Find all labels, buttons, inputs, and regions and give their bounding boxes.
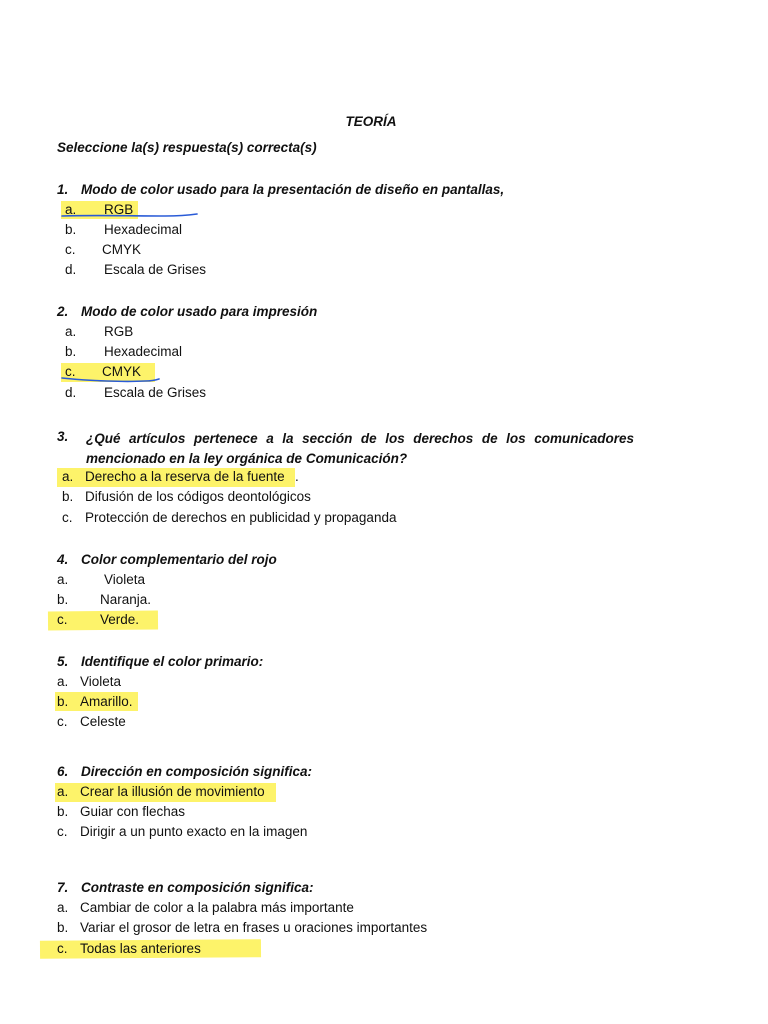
q3-option-b-letter: b. — [62, 489, 74, 504]
q7-option-a-letter: a. — [57, 900, 69, 915]
q3-option-a-suffix: . — [295, 469, 299, 484]
q1-option-c-text[interactable]: CMYK — [102, 242, 142, 257]
q4-option-a-text[interactable]: Violeta — [104, 572, 146, 587]
question-7-text: Contraste en composición significa: — [81, 880, 314, 895]
pen-underline-q1 — [60, 207, 205, 223]
q1-option-d-text[interactable]: Escala de Grises — [104, 262, 207, 277]
question-4-number: 4. — [57, 552, 69, 567]
q1-option-c-letter: c. — [65, 242, 76, 257]
page-title: TEORÍA — [345, 114, 397, 129]
question-6-number: 6. — [57, 764, 69, 779]
pen-underline-q2 — [60, 374, 170, 388]
q4-option-c-letter: c. — [57, 612, 68, 627]
question-1-text: Modo de color usado para la presentación de diseño en pantallas, — [81, 182, 505, 197]
q5-option-c-text[interactable]: Celeste — [80, 714, 126, 729]
q3-option-c-letter: c. — [62, 510, 73, 525]
q6-option-a-text[interactable]: Crear la illusión de movimiento — [80, 784, 265, 799]
q1-option-b-letter: b. — [65, 222, 77, 237]
question-3-text: ¿Qué artículos pertenece a la sección de los derechos de los comunicadores mencionado en la ley orgánica de Comunicación? — [86, 431, 634, 466]
question-7-number: 7. — [57, 880, 69, 895]
q2-option-b-letter: b. — [65, 344, 77, 359]
question-5-number: 5. — [57, 654, 69, 669]
q3-option-a-text[interactable]: Derecho a la reserva de la fuente — [85, 469, 285, 484]
question-2-number: 2. — [57, 304, 69, 319]
q2-option-c-letter: c. — [65, 364, 76, 379]
question-3-number: 3. — [57, 429, 69, 444]
q1-option-a-text[interactable]: RGB — [104, 202, 134, 217]
q5-option-a-letter: a. — [57, 674, 69, 689]
q7-option-a-text[interactable]: Cambiar de color a la palabra más importante — [80, 900, 354, 915]
q2-option-d-letter: d. — [65, 385, 77, 400]
question-1-number: 1. — [57, 182, 69, 197]
q1-option-a-letter: a. — [65, 202, 77, 217]
question-5-text: Identifique el color primario: — [81, 654, 264, 669]
q7-option-b-letter: b. — [57, 920, 69, 935]
q2-option-d-text[interactable]: Escala de Grises — [104, 385, 207, 400]
q6-option-c-text[interactable]: Dirigir a un punto exacto en la imagen — [80, 824, 308, 839]
question-4-text: Color complementario del rojo — [81, 552, 277, 567]
q6-option-b-letter: b. — [57, 804, 69, 819]
q2-option-a-letter: a. — [65, 324, 77, 339]
q6-option-c-letter: c. — [57, 824, 68, 839]
q1-option-b-text[interactable]: Hexadecimal — [104, 222, 183, 237]
question-2-text: Modo de color usado para impresión — [81, 304, 318, 319]
q4-option-b-text[interactable]: Naranja. — [100, 592, 152, 607]
q7-option-b-text[interactable]: Variar el grosor de letra en frases u oraciones importantes — [80, 920, 428, 935]
q1-option-d-letter: d. — [65, 262, 77, 277]
q5-option-b-letter: b. — [57, 694, 69, 709]
q7-option-c-letter: c. — [57, 941, 68, 956]
q6-option-a-letter: a. — [57, 784, 69, 799]
q3-option-b-text[interactable]: Difusión de los códigos deontológicos — [85, 489, 311, 504]
q4-option-a-letter: a. — [57, 572, 69, 587]
q4-option-c-text[interactable]: Verde. — [100, 612, 140, 627]
q6-option-b-text[interactable]: Guiar con flechas — [80, 804, 186, 819]
instruction-text: Seleccione la(s) respuesta(s) correcta(s) — [57, 140, 317, 155]
q7-option-c-text[interactable]: Todas las anteriores — [80, 941, 201, 956]
q5-option-c-letter: c. — [57, 714, 68, 729]
q5-option-b-text[interactable]: Amarillo. — [80, 694, 133, 709]
q2-option-b-text[interactable]: Hexadecimal — [104, 344, 183, 359]
q2-option-a-text[interactable]: RGB — [104, 324, 134, 339]
q3-option-c-text[interactable]: Protección de derechos en publicidad y propaganda — [85, 510, 397, 525]
q4-option-b-letter: b. — [57, 592, 69, 607]
question-6-text: Dirección en composición significa: — [81, 764, 313, 779]
q5-option-a-text[interactable]: Violeta — [80, 674, 122, 689]
q3-option-a-letter: a. — [62, 469, 74, 484]
q2-option-c-text[interactable]: CMYK — [102, 364, 142, 379]
